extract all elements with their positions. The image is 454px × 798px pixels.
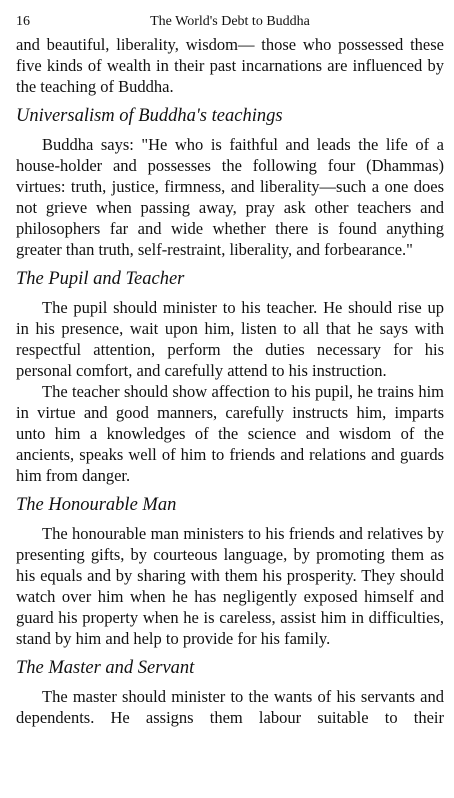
section-heading-pupil-teacher: The Pupil and Teacher	[16, 269, 185, 289]
running-head	[16, 0, 444, 34]
running-title: The World's Debt to Buddha	[150, 14, 310, 29]
book-page	[16, 0, 444, 728]
paragraph-pupil: The pupil should minister to his teacher. He should rise up in his presence, wait upon him, listen to all that he says with respectful attention, perform the duties necessary for his personal comfort, and carefully attend to his instruction.	[16, 298, 444, 380]
paragraph-master: The master should minister to the wants of his servants and dependents. He assigns them labour suitable to their	[16, 687, 444, 727]
intro-paragraph: and beautiful, liberality, wisdom— those who possessed these five kinds of wealth in their past incarnations are influenced by the teaching of Buddha.	[16, 35, 444, 96]
section-heading-honourable-man: The Honourable Man	[16, 495, 177, 515]
page-number: 16	[16, 14, 30, 29]
paragraph-teacher: The teacher should show affection to his pupil, he trains him in virtue and good manners, carefully instructs him, imparts unto him a knowledges of the science and wisdom of the ancients, speaks well of him to friends and relations and guards him from danger.	[16, 382, 444, 485]
paragraph-buddha-says: Buddha says: "He who is faithful and leads the life of a house-holder and possesses the following four (Dhammas) virtues: truth, justice, firmness, and liberality—such a one does not grieve when passing away, pray ask other teachers and philosophers far and wide whether there is found anything greater than truth, self-restraint, liberality, and forbearance."	[16, 135, 444, 259]
section-heading-master-servant: The Master and Servant	[16, 658, 195, 678]
section-heading-universalism: Universalism of Buddha's teachings	[16, 106, 283, 126]
paragraph-honourable-man: The honourable man ministers to his friends and relatives by presenting gifts, by courteous language, by promoting them as his equals and by sharing with them his prosperity. They should watch over him when he has negligently exposed himself and guard his property when he is careless, assist him in difficulties, stand by him and help to provide for his family.	[16, 524, 444, 648]
